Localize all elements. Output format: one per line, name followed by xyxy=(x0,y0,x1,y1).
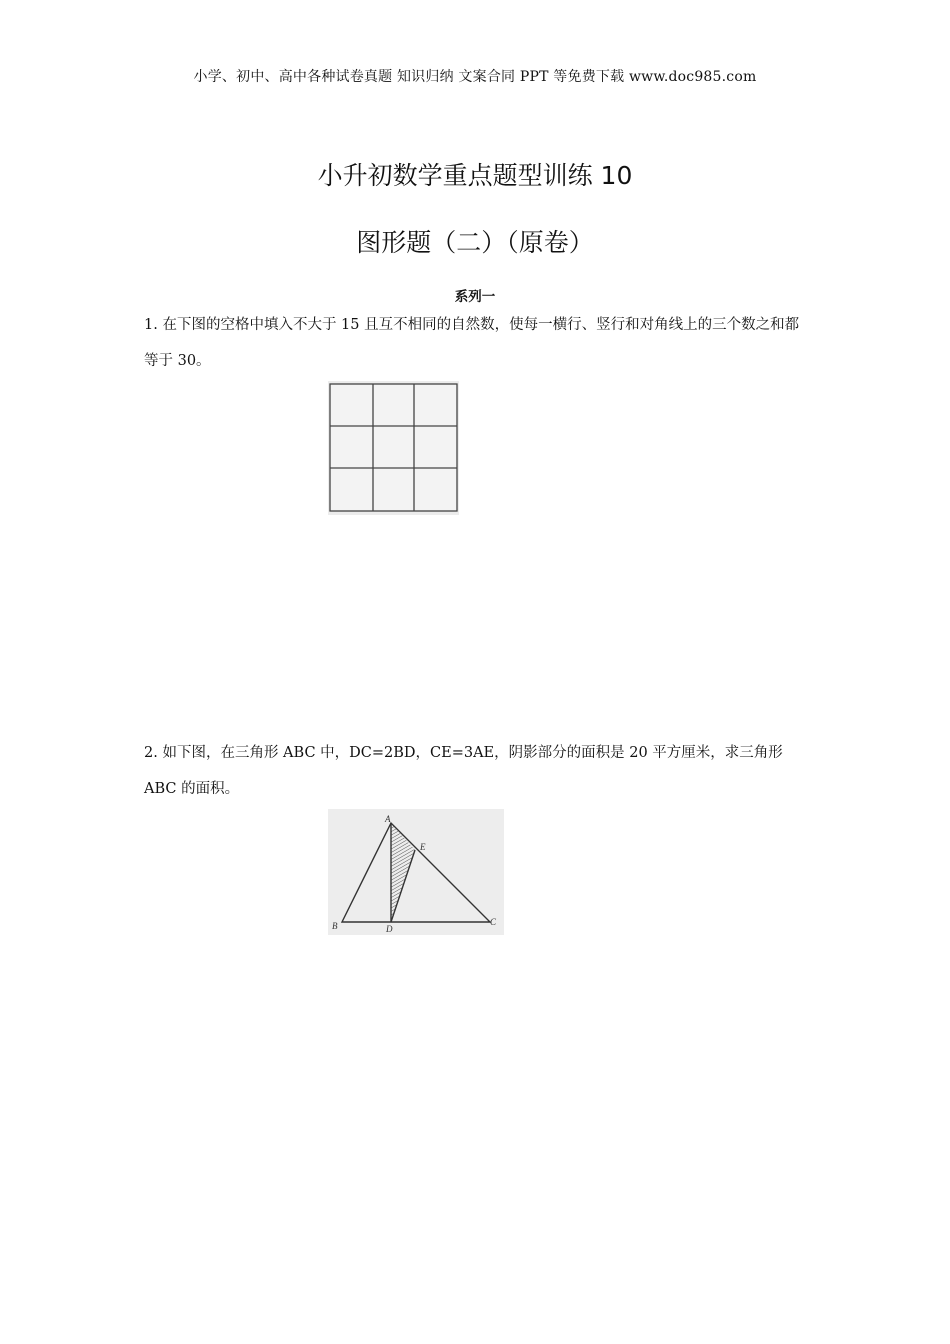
label-b: B xyxy=(332,921,338,931)
grid-border xyxy=(330,384,457,511)
label-e: E xyxy=(420,842,426,852)
section-heading: 系列一 xyxy=(454,289,496,305)
label-c: C xyxy=(490,917,497,927)
page-title: 小升初数学重点题型训练 10 xyxy=(317,161,633,190)
page-header: 小学、初中、高中各种试卷真题 知识归纳 文案合同 PPT 等免费下载 www.doc985.com xyxy=(193,69,757,85)
page-subtitle: 图形题（二）（原卷） xyxy=(356,228,594,257)
magic-square-grid xyxy=(328,381,459,515)
triangle-figure xyxy=(328,809,504,935)
label-d: D xyxy=(386,924,393,934)
question-1: 1. 在下图的空格中填入不大于 15 且互不相同的自然数，使每一横行、竖行和对角线上的三个数之和都等于 30。 xyxy=(144,317,800,369)
figure-background xyxy=(328,809,504,935)
label-a: A xyxy=(385,814,391,824)
question-2: 2. 如下图，在三角形 ABC 中，DC=2BD，CE=3AE，阴影部分的面积是 20 平方厘米，求三角形 ABC 的面积。 xyxy=(144,745,783,797)
